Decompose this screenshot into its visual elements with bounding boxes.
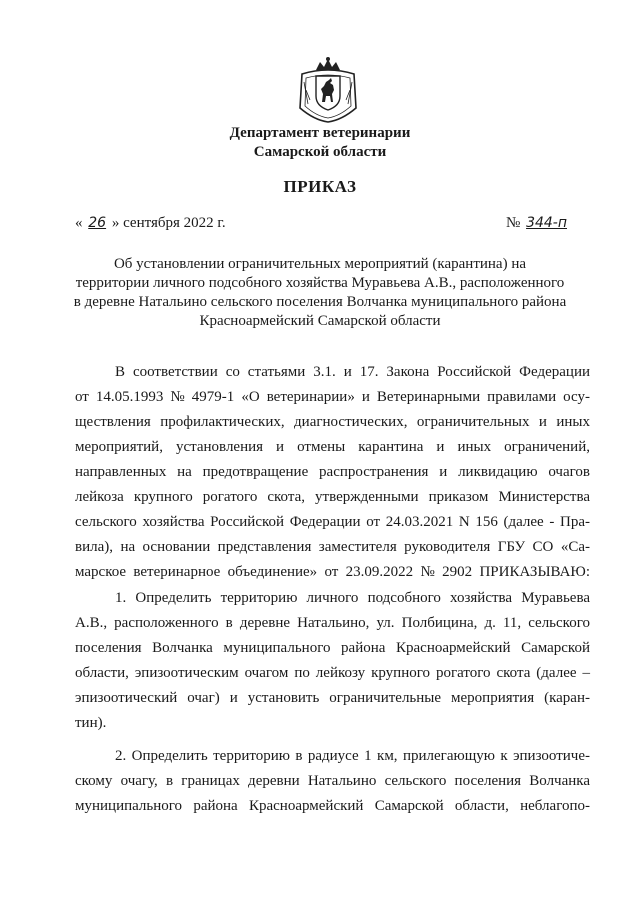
body-line: ществления профилактических, диагностических, ограничительных и иных bbox=[75, 414, 590, 430]
body-line: вила), на основании представления заместителя руководителя ГБУ СО «Са- bbox=[75, 539, 590, 555]
department-name-line2: Самарской области bbox=[253, 144, 387, 160]
body-line: лейкоза крупного рогатого скота, утвержденными приказом Министерства bbox=[75, 489, 590, 505]
body-line: мероприятий, установления и отмены карантина и иных ограничений, bbox=[75, 439, 590, 455]
department-name-line1: Департамент ветеринарии bbox=[229, 125, 411, 141]
subject-line: Красноармейский Самарской области bbox=[199, 313, 441, 329]
date-day-handwritten: 26 bbox=[88, 215, 107, 231]
body-line: муниципального района Красноармейский Самарской области, неблагопо- bbox=[75, 798, 590, 814]
date-month-year: » сентября 2022 г. bbox=[111, 215, 226, 231]
body-line: поселения Волчанка муниципального района Красноармейский Самарской bbox=[75, 640, 590, 656]
subject-line: в деревне Натальино сельского поселения Волчанка муниципального района bbox=[73, 294, 567, 310]
date-open-quote: « bbox=[75, 215, 83, 231]
body-line: В соответствии со статьями 3.1. и 17. Закона Российской Федерации bbox=[115, 364, 590, 380]
subject-line: территории личного подсобного хозяйства Муравьева А.В., расположенного bbox=[75, 275, 565, 291]
body-line: скому очагу, в границах деревни Натальино сельского поселения Волчанка bbox=[75, 773, 590, 789]
coat-of-arms-icon bbox=[296, 56, 360, 124]
order-number bbox=[506, 215, 569, 232]
body-line: области, эпизоотическим очагом по лейкозу крупного рогатого скота (далее – bbox=[75, 665, 590, 681]
body-line: марское ветеринарное объединение» от 23.09.2022 № 2902 ПРИКАЗЫВАЮ: bbox=[75, 564, 590, 580]
body-line: направленных на предотвращение распространения и ликвидацию очагов bbox=[75, 464, 590, 480]
body-line: от 14.05.1993 № 4979-1 «О ветеринарии» и Ветеринарными правилами осу- bbox=[75, 389, 590, 405]
order-date bbox=[75, 215, 226, 232]
body-line: 2. Определить территорию в радиусе 1 км, прилегающую к эпизоотиче- bbox=[115, 748, 590, 764]
number-handwritten: 344-п bbox=[526, 215, 567, 231]
body-line: тин). bbox=[75, 715, 107, 731]
number-sign: № bbox=[506, 215, 521, 231]
body-line: сельского хозяйства Российской Федерации от 24.03.2021 N 156 (далее - Пра- bbox=[75, 514, 590, 530]
order-title: ПРИКАЗ bbox=[283, 177, 357, 196]
body-line: А.В., расположенного в деревне Натальино, ул. Полбицина, д. 11, сельского bbox=[75, 615, 590, 631]
body-line: 1. Определить территорию личного подсобного хозяйства Муравьева bbox=[115, 590, 590, 606]
subject-line: Об установлении ограничительных мероприятий (карантина) на bbox=[113, 256, 527, 272]
body-line: эпизоотический очаг) и установить ограничительные мероприятия (каран- bbox=[75, 690, 590, 706]
